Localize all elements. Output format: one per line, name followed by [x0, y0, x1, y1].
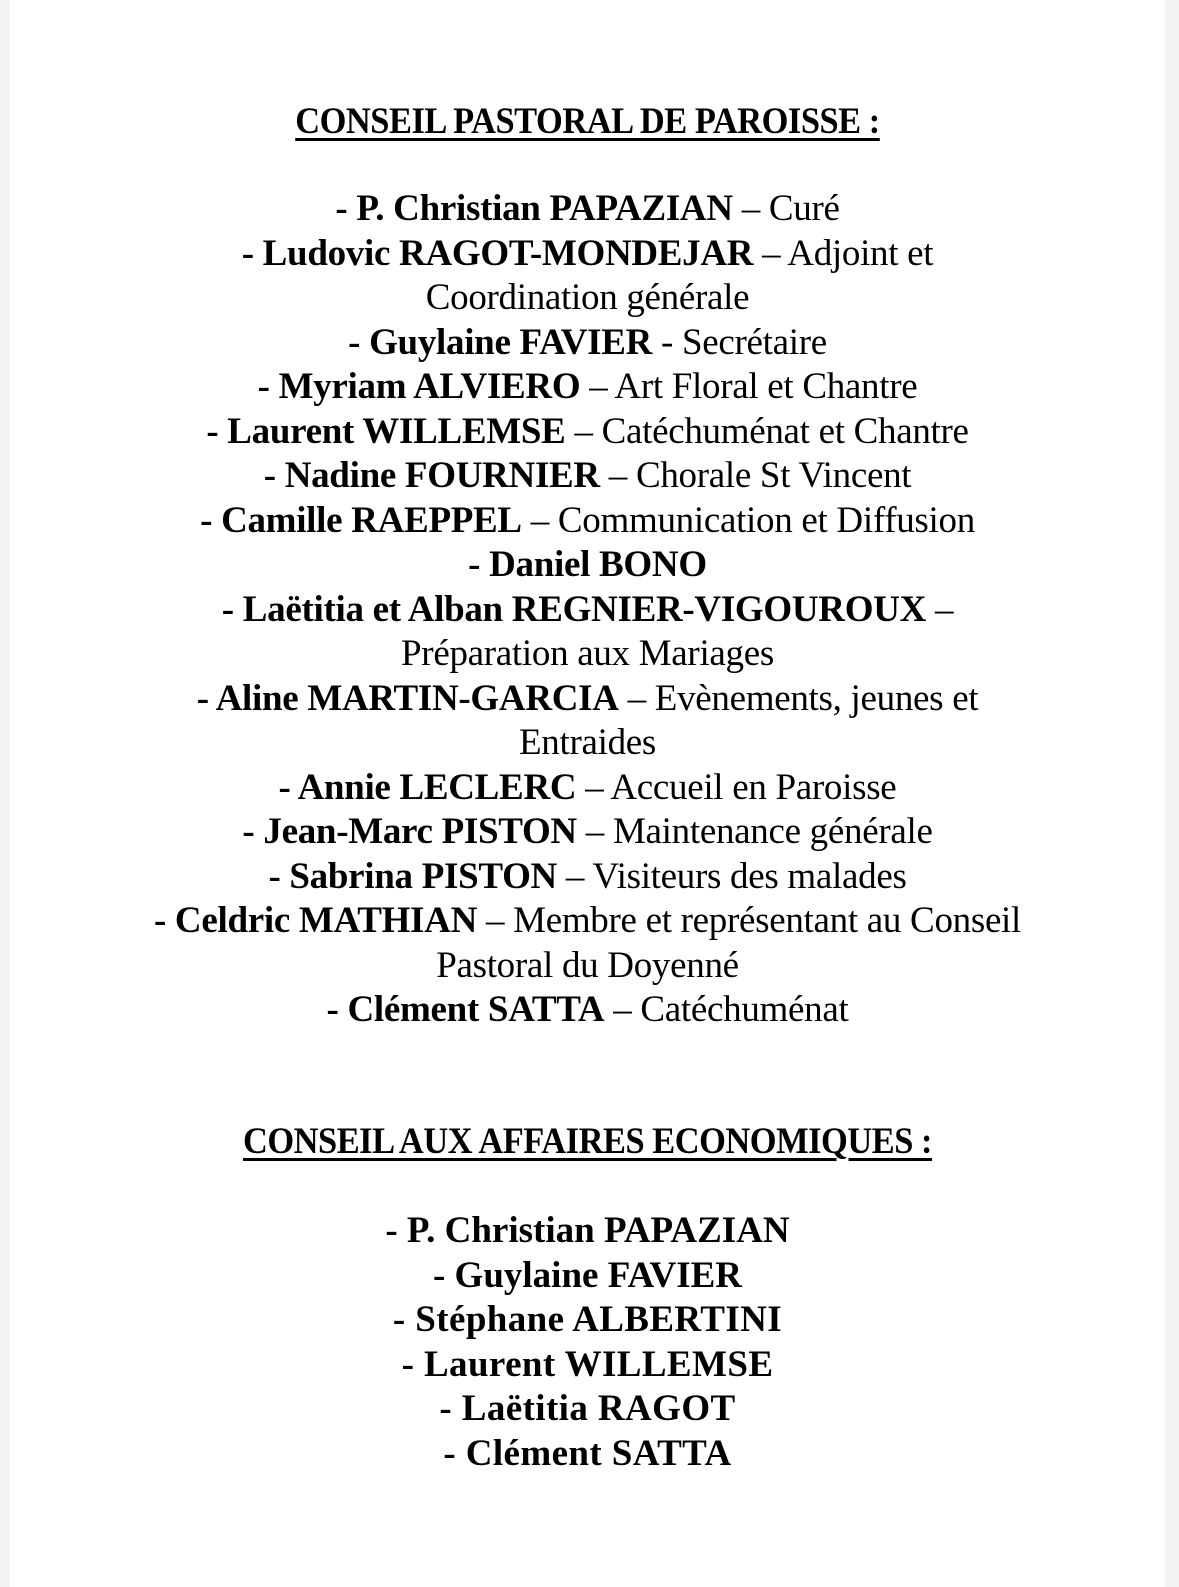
member-role: Préparation aux Mariages: [401, 633, 774, 674]
member-role: – Art Floral et Chantre: [580, 366, 918, 407]
list-item: - Guylaine FAVIER: [432, 1254, 743, 1296]
member-role: – Adjoint et: [753, 232, 934, 274]
member-role: Pastoral du Doyenné: [436, 944, 739, 986]
member-role: – Catéchuménat: [604, 989, 849, 1030]
member-role: – Curé: [732, 188, 840, 229]
member-role: – Maintenance générale: [576, 811, 933, 852]
list-item: [10, 677, 1165, 722]
member-name: - Annie LECLERC: [278, 766, 577, 808]
list-item: [10, 365, 1165, 410]
list-item: [10, 632, 1165, 677]
member-name: - Guylaine FAVIER: [348, 321, 653, 363]
section-title-text: CONSEIL AUX AFFAIRES ECONOMIQUES :: [242, 1121, 933, 1162]
member-name: - Laurent WILLEMSE: [206, 410, 566, 452]
list-item: - P. Christian PAPAZIAN: [385, 1210, 790, 1251]
list-item: - Clément SATTA: [443, 1432, 732, 1474]
member-role: – Membre et représentant au Conseil: [477, 900, 1022, 941]
list-item: [10, 899, 1165, 944]
list-item: [10, 276, 1165, 321]
list-item: [10, 944, 1165, 989]
member-role: – Visiteurs des malades: [556, 855, 907, 897]
member-role: - Secrétaire: [652, 321, 827, 363]
list-item: [10, 810, 1165, 855]
list-item: [10, 766, 1165, 811]
list-item: [10, 232, 1165, 277]
member-name: - Daniel BONO: [468, 544, 707, 585]
member-name: - Myriam ALVIERO: [257, 366, 581, 407]
section-title-economic-council: [50, 1120, 1124, 1164]
member-name: - Aline MARTIN-GARCIA: [196, 677, 619, 719]
member-name: - Clément SATTA: [326, 989, 605, 1030]
list-item: - Laurent WILLEMSE: [401, 1343, 774, 1385]
member-name: - Celdric MATHIAN: [153, 900, 477, 941]
list-item: [10, 543, 1165, 588]
member-name: - P. Christian PAPAZIAN: [335, 188, 733, 229]
member-name: - Camille RAEPPEL: [200, 499, 522, 541]
list-item: - Laëtitia RAGOT: [439, 1388, 736, 1429]
member-name: - Jean-Marc PISTON: [242, 811, 577, 852]
section-title-text: CONSEIL PASTORAL DE PAROISSE :: [295, 101, 880, 142]
list-item: [10, 721, 1165, 766]
document-page: [10, 0, 1165, 1587]
economic-council-list: [10, 1209, 1165, 1476]
pastoral-council-list: [10, 187, 1165, 1033]
member-role: –: [926, 588, 954, 630]
list-item: [10, 988, 1165, 1033]
list-item: [10, 410, 1165, 455]
list-item: [10, 855, 1165, 900]
list-item: [10, 321, 1165, 366]
member-role: – Evènements, jeunes et: [618, 677, 979, 719]
member-role: Entraides: [518, 722, 657, 763]
member-name: - Ludovic RAGOT-MONDEJAR: [241, 232, 754, 274]
member-role: – Communication et Diffusion: [521, 499, 975, 541]
member-name: - Nadine FOURNIER: [263, 455, 600, 496]
member-role: – Chorale St Vincent: [599, 455, 912, 496]
member-role: Coordination générale: [425, 277, 750, 318]
list-item: - Stéphane ALBERTINI: [392, 1299, 783, 1340]
member-role: – Catéchuménat et Chantre: [565, 410, 969, 452]
list-item: [10, 454, 1165, 499]
list-item: [10, 499, 1165, 544]
section-title-pastoral-council: [50, 100, 1124, 144]
member-name: - Laëtitia et Alban REGNIER-VIGOUROUX: [221, 588, 927, 630]
list-item: [10, 187, 1165, 232]
list-item: [10, 588, 1165, 633]
member-name: - Sabrina PISTON: [268, 855, 557, 897]
member-role: – Accueil en Paroisse: [576, 766, 897, 808]
